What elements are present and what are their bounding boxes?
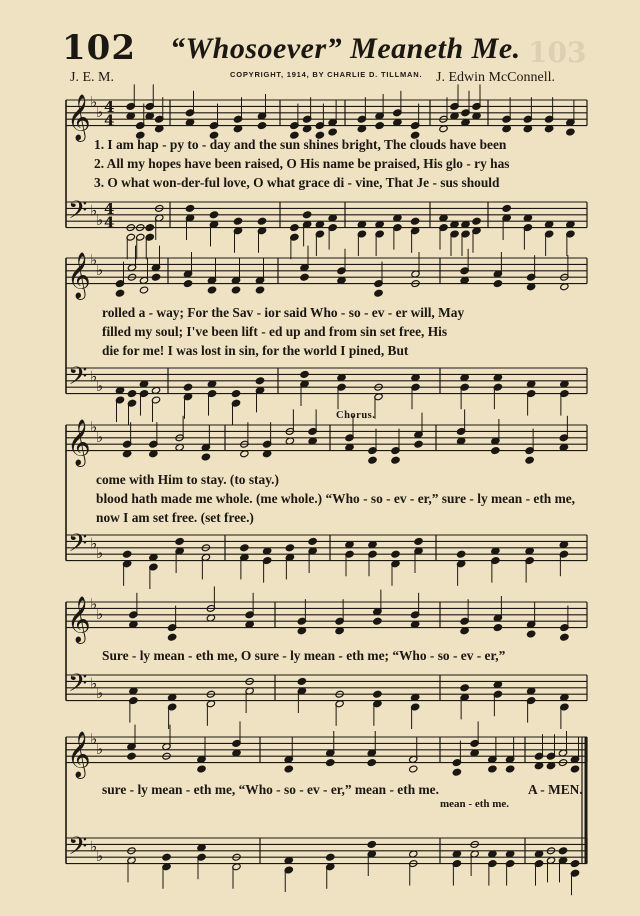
flat-sign-icon: ♭ — [90, 93, 98, 112]
bass-staff — [66, 368, 587, 425]
note-head — [183, 280, 192, 288]
note-head — [570, 765, 579, 773]
flat-sign-icon: ♭ — [96, 544, 104, 563]
note-head — [207, 286, 216, 294]
note-head — [493, 280, 502, 288]
note-head — [488, 765, 497, 773]
treble-staff — [66, 586, 587, 641]
note-head — [308, 537, 317, 545]
note-head — [168, 633, 177, 641]
time-signature-top: 4 — [104, 199, 115, 218]
flat-sign-icon: ♭ — [90, 730, 98, 749]
treble-clef-icon: 𝄞 — [67, 94, 91, 141]
treble-staff — [66, 721, 587, 776]
flat-sign-icon: ♭ — [90, 367, 98, 386]
note-head — [414, 537, 423, 545]
amen: A - MEN. — [528, 782, 583, 797]
flat-sign-icon: ♭ — [96, 102, 104, 121]
note-head — [145, 224, 154, 232]
flat-sign-icon: ♭ — [90, 534, 98, 553]
chorus-label: Chorus. — [336, 410, 376, 421]
treble-clef-icon: 𝄞 — [67, 596, 91, 643]
note-head — [240, 544, 249, 552]
flat-sign-icon: ♭ — [96, 604, 104, 623]
note-head — [127, 752, 136, 760]
note-head — [411, 217, 420, 225]
note-head — [185, 204, 194, 212]
note-head — [127, 390, 136, 398]
note-head — [162, 853, 171, 861]
treble-staff — [66, 246, 587, 298]
note-head — [255, 286, 264, 294]
treble-clef-icon: 𝄞 — [67, 419, 91, 466]
system2-verse3: die for me! I was lost in sin, for the world I pined, But — [102, 343, 409, 358]
note-head — [560, 633, 569, 641]
note-head — [297, 677, 306, 685]
flat-sign-icon: ♭ — [96, 377, 104, 396]
flat-sign-icon: ♭ — [90, 418, 98, 437]
note-head — [391, 456, 400, 464]
note-head — [452, 768, 461, 776]
note-head — [493, 624, 502, 632]
note-head — [409, 765, 418, 773]
note-head — [368, 456, 377, 464]
note-head — [197, 765, 206, 773]
flat-sign-icon: ♭ — [96, 427, 104, 446]
note-head — [285, 544, 294, 552]
note-head — [457, 550, 466, 558]
hymn-number: 102 — [62, 28, 136, 68]
time-signature-bottom: 4 — [104, 111, 115, 130]
note-head — [231, 286, 240, 294]
note-head — [558, 847, 567, 855]
system5-echo: mean - eth me. — [440, 798, 510, 810]
bass-clef-icon: 𝄢 — [68, 832, 88, 868]
note-head — [472, 217, 481, 225]
bass-staff — [66, 200, 587, 259]
flat-sign-icon: ♭ — [90, 201, 98, 220]
note-head — [303, 211, 312, 219]
system5-chorus: sure - ly mean - eth me, “Who - so - ev - er,” mean - eth me. — [102, 782, 439, 797]
flat-sign-icon: ♭ — [96, 847, 104, 866]
note-head — [284, 765, 293, 773]
note-head — [123, 550, 132, 558]
note-head — [326, 759, 335, 767]
note-head — [527, 630, 536, 638]
system2-verse2: filled my soul; I've been lift - ed up and from sin set free, His — [102, 324, 448, 339]
bass-clef-icon: 𝄢 — [68, 669, 88, 705]
note-head — [115, 289, 124, 297]
flat-sign-icon: ♭ — [96, 211, 104, 230]
bass-clef-icon: 𝄢 — [68, 196, 88, 232]
bass-staff — [66, 535, 587, 589]
system1-verse3: 3. O what won-der-ful love, O what grace di - vine, That Je - sus should — [94, 175, 500, 190]
note-head — [525, 456, 534, 464]
treble-clef-icon: 𝄞 — [67, 731, 91, 778]
note-head — [183, 383, 192, 391]
music-credit: J. Edwin McConnell. — [436, 70, 555, 85]
note-head — [570, 860, 579, 868]
note-head — [374, 289, 383, 297]
note-head — [151, 273, 160, 281]
system1-verse2: 2. All my hopes have been raised, O His name be praised, His glo - ry has — [94, 156, 510, 171]
treble-staff — [66, 84, 587, 139]
note-head — [414, 440, 423, 448]
system3-verse1: come with Him to stay. (to stay.) — [96, 472, 279, 487]
note-head — [460, 684, 469, 692]
flat-sign-icon: ♭ — [96, 684, 104, 703]
note-head — [255, 377, 264, 385]
note-head — [328, 128, 337, 136]
note-head — [201, 453, 210, 461]
copyright-notice: COPYRIGHT, 1914, BY CHARLIE D. TILLMAN. — [230, 70, 423, 79]
hymn-title: “Whosoever” Meaneth Me. — [170, 32, 521, 65]
system3-verse2: blood hath made me whole. (me whole.) “Who - so - ev - er,” sure - ly mean - eth me, — [96, 491, 576, 506]
note-head — [367, 759, 376, 767]
bleed-through-number: 103 — [528, 36, 587, 69]
note-head — [373, 617, 382, 625]
note-head — [209, 211, 218, 219]
bass-staff — [66, 838, 587, 895]
time-signature-bottom: 4 — [104, 213, 115, 232]
note-head — [506, 765, 515, 773]
system1-verse1: 1. I am hap - py to - day and the sun shines bright, The clouds have been — [94, 137, 507, 152]
flat-sign-icon: ♭ — [90, 595, 98, 614]
system4-chorus: Sure - ly mean - eth me, O sure - ly mean - eth me; “Who - so - ev - er,” — [102, 648, 506, 663]
time-signature-top: 4 — [104, 97, 115, 116]
treble-clef-icon: 𝄞 — [67, 252, 91, 299]
note-head — [175, 537, 184, 545]
note-head — [139, 286, 148, 294]
treble-staff — [66, 409, 587, 464]
words-credit: J. E. M. — [70, 70, 114, 85]
bass-staff — [66, 675, 587, 729]
flat-sign-icon: ♭ — [96, 260, 104, 279]
bass-clef-icon: 𝄢 — [68, 362, 88, 398]
bass-clef-icon: 𝄢 — [68, 529, 88, 565]
note-head — [502, 204, 511, 212]
system2-verse1: rolled a - way; For the Sav - ior said Who - so - ev - er will, May — [102, 305, 465, 320]
flat-sign-icon: ♭ — [90, 674, 98, 693]
flat-sign-icon: ♭ — [96, 739, 104, 758]
note-head — [231, 390, 240, 398]
note-head — [300, 273, 309, 281]
note-head — [566, 128, 575, 136]
note-head — [300, 370, 309, 378]
note-head — [375, 122, 384, 130]
flat-sign-icon: ♭ — [90, 251, 98, 270]
note-head — [290, 224, 299, 232]
note-head — [391, 550, 400, 558]
note-head — [491, 447, 500, 455]
note-head — [257, 122, 266, 130]
note-head — [326, 853, 335, 861]
system3-verse3: now I am set free. (set free.) — [96, 510, 254, 525]
note-head — [233, 217, 242, 225]
note-head — [373, 690, 382, 698]
flat-sign-icon: ♭ — [90, 837, 98, 856]
note-head — [367, 840, 376, 848]
note-head — [257, 217, 266, 225]
